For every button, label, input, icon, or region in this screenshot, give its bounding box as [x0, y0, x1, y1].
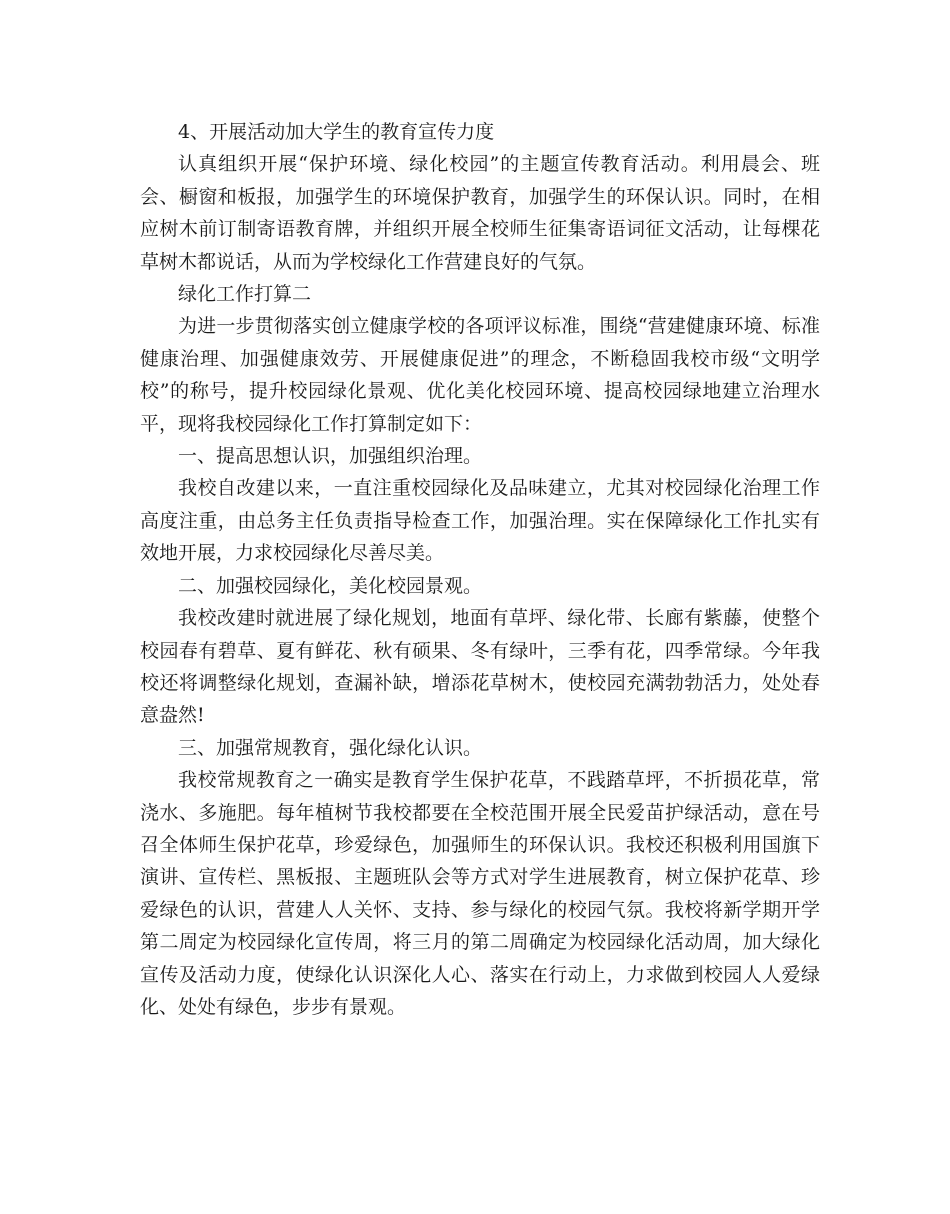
- body-paragraph: 我校常规教育之一确实是教育学生保护花草，不践踏草坪，不折损花草，常浇水、多施肥。每年植树节我校都要在全校范围开展全民爱苗护绿活动，意在号召全体师生保护花草，珍爱绿色，加强师生的环保认识。我校还积极利用国旗下演讲、宣传栏、黑板报、主题班队会等方式对学生进展教育，树立保护花草、珍爱绿色的认识，营建人人关怀、支持、参与绿化的校园气氛。我校将新学期开学第二周定为校园绿化宣传周，将三月的第二周确定为校园绿化活动周，加大绿化宣传及活动力度，使绿化认识深化人心、落实在行动上，力求做到校园人人爱绿化、处处有绿色，步步有景观。: [140, 769, 820, 1018]
- body-paragraph: 我校自改建以来，一直注重校园绿化及品味建立，尤其对校园绿化治理工作高度注重，由总务主任负责指导检查工作，加强治理。实在保障绿化工作扎实有效地开展，力求校园绿化尽善尽美。: [140, 477, 820, 565]
- section-heading-4: 4、开展活动加大学生的教育宣传力度: [178, 121, 495, 143]
- section-heading-3: 三、加强常规教育，强化绿化认识。: [178, 736, 483, 759]
- body-paragraph: 我校改建时就进展了绿化规划，地面有草坪、绿化带、长廊有紫藤，使整个校园春有碧草、夏有鲜花、秋有硕果、冬有绿叶，三季有花，四季常绿。今年我校还将调整绿化规划，查漏补缺，增添花草树木，使校园充满勃勃活力，处处春意盎然!: [140, 607, 820, 727]
- plan-title: 绿化工作打算二: [178, 283, 312, 306]
- body-paragraph: 认真组织开展“保护环境、绿化校园”的主题宣传教育活动。利用晨会、班会、橱窗和板报，加强学生的环境保护教育，加强学生的环保认识。同时，在相应树木前订制寄语教育牌，并组织开展全校师生征集寄语词征文活动，让每棵花草树木都说话，从而为学校绿化工作营建良好的气氛。: [140, 153, 820, 273]
- document-body: [140, 116, 820, 1023]
- body-paragraph: 为进一步贯彻落实创立健康学校的各项评议标准，围绕“营建健康环境、标准健康治理、加强健康效劳、开展健康促进”的理念，不断稳固我校市级“文明学校”的称号，提升校园绿化景观、优化美化校园环境、提高校园绿地建立治理水平，现将我校园绿化工作打算制定如下：: [140, 315, 820, 435]
- section-heading-2: 二、加强校园绿化，美化校园景观。: [178, 574, 483, 597]
- section-heading-1: 一、提高思想认识，加强组织治理。: [178, 445, 483, 468]
